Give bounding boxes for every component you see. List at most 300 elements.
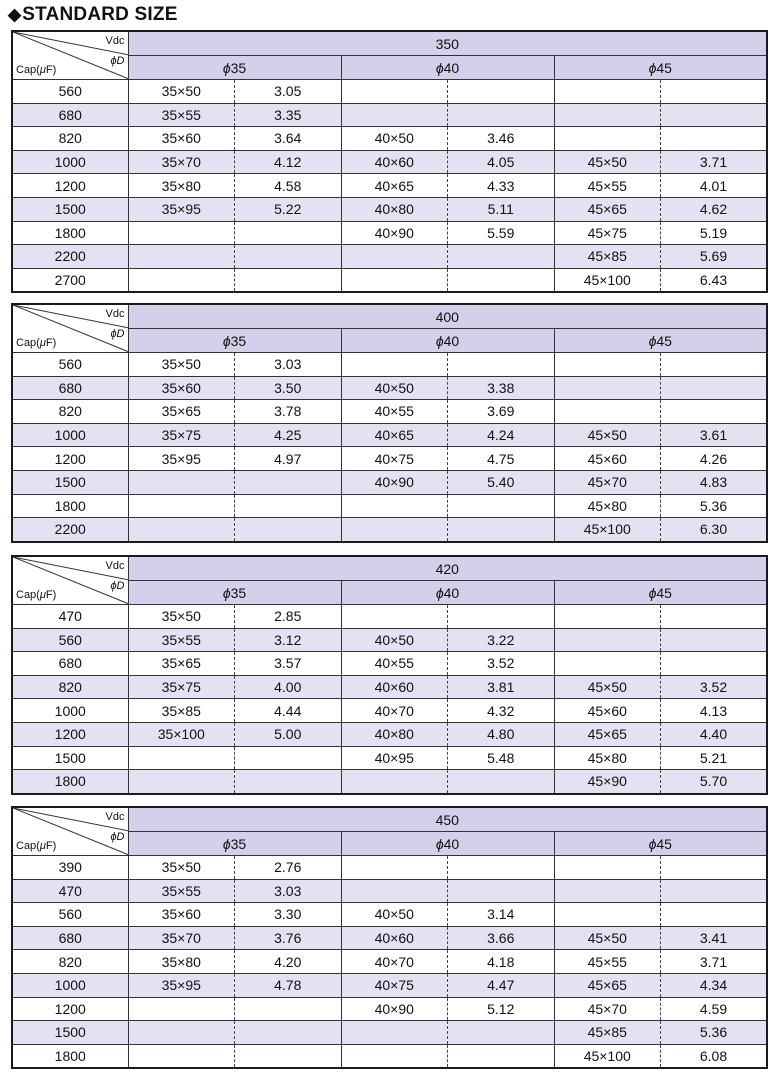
corner-header [12, 304, 128, 353]
case-size-cell [341, 856, 448, 880]
diameter-header: ϕ40 [341, 832, 554, 856]
table-row [12, 699, 767, 723]
case-size-cell [554, 605, 661, 629]
diameter-header: ϕ35 [128, 329, 341, 353]
header-row-voltage [12, 556, 767, 581]
table-row [12, 174, 767, 198]
voltage-header: 450 [128, 807, 767, 832]
ripple-current-cell: 5.22 [235, 197, 342, 221]
case-size-cell: 35×60 [128, 127, 235, 151]
ripple-current-cell: 3.12 [235, 628, 342, 652]
table-row [12, 675, 767, 699]
case-size-cell: 35×55 [128, 879, 235, 903]
case-size-cell [554, 376, 661, 400]
capacitance-cell: 680 [12, 926, 128, 950]
case-size-cell [554, 856, 661, 880]
case-size-cell: 40×65 [341, 423, 448, 447]
capacitance-cell: 680 [12, 376, 128, 400]
ripple-current-cell [661, 80, 768, 104]
case-size-cell: 35×65 [128, 400, 235, 424]
ripple-current-cell [661, 903, 768, 927]
ripple-current-cell: 5.12 [448, 997, 555, 1021]
ripple-current-cell: 3.76 [235, 926, 342, 950]
case-size-cell: 40×60 [341, 926, 448, 950]
vdc-label: Vdc [105, 811, 125, 823]
ripple-current-cell: 3.81 [448, 675, 555, 699]
capacitance-cell: 1200 [12, 997, 128, 1021]
ripple-current-cell: 4.78 [235, 973, 342, 997]
ripple-current-cell [661, 628, 768, 652]
case-size-cell: 35×60 [128, 903, 235, 927]
ripple-current-cell [235, 770, 342, 794]
cap-label: Cap(μF) [16, 840, 57, 852]
ripple-current-cell: 6.08 [661, 1044, 768, 1068]
case-size-cell [128, 1021, 235, 1045]
ripple-current-cell: 5.36 [661, 494, 768, 518]
case-size-cell [554, 127, 661, 151]
capacitance-cell: 470 [12, 879, 128, 903]
ripple-current-cell [448, 605, 555, 629]
spec-table-450v [11, 806, 768, 1069]
table-row [12, 746, 767, 770]
ripple-current-cell: 4.58 [235, 174, 342, 198]
ripple-current-cell [448, 856, 555, 880]
ripple-current-cell: 4.62 [661, 197, 768, 221]
ripple-current-cell: 3.78 [235, 400, 342, 424]
table-row [12, 722, 767, 746]
case-size-cell: 45×100 [554, 518, 661, 542]
case-size-cell: 40×95 [341, 746, 448, 770]
ripple-current-cell [661, 353, 768, 377]
case-size-cell [128, 494, 235, 518]
case-size-cell: 45×50 [554, 150, 661, 174]
corner-header [12, 556, 128, 605]
case-size-cell: 35×95 [128, 197, 235, 221]
table-row [12, 376, 767, 400]
ripple-current-cell [661, 127, 768, 151]
case-size-cell [341, 1021, 448, 1045]
ripple-current-cell: 6.30 [661, 518, 768, 542]
ripple-current-cell: 4.12 [235, 150, 342, 174]
diameter-header: ϕ35 [128, 832, 341, 856]
table-row [12, 103, 767, 127]
ripple-current-cell [448, 103, 555, 127]
ripple-current-cell: 4.32 [448, 699, 555, 723]
case-size-cell [341, 1044, 448, 1068]
case-size-cell [128, 1044, 235, 1068]
case-size-cell: 35×70 [128, 926, 235, 950]
ripple-current-cell: 5.21 [661, 746, 768, 770]
case-size-cell: 40×50 [341, 376, 448, 400]
capacitance-cell: 820 [12, 950, 128, 974]
table-row [12, 652, 767, 676]
ripple-current-cell: 4.47 [448, 973, 555, 997]
case-size-cell: 45×50 [554, 675, 661, 699]
ripple-current-cell: 3.52 [448, 652, 555, 676]
capacitance-cell: 1000 [12, 699, 128, 723]
case-size-cell [554, 353, 661, 377]
ripple-current-cell: 4.24 [448, 423, 555, 447]
header-row-voltage [12, 304, 767, 329]
ripple-current-cell: 3.22 [448, 628, 555, 652]
case-size-cell [341, 518, 448, 542]
capacitance-cell: 560 [12, 80, 128, 104]
table-row [12, 80, 767, 104]
ripple-current-cell [448, 1021, 555, 1045]
capacitance-cell: 1800 [12, 221, 128, 245]
case-size-cell [341, 268, 448, 292]
ripple-current-cell: 4.83 [661, 470, 768, 494]
diameter-header: ϕ45 [554, 581, 767, 605]
table-row [12, 1021, 767, 1045]
capacitance-cell: 1500 [12, 746, 128, 770]
ripple-current-cell [235, 1044, 342, 1068]
capacitance-cell: 560 [12, 628, 128, 652]
case-size-cell: 40×50 [341, 628, 448, 652]
ripple-current-cell: 3.52 [661, 675, 768, 699]
diameter-header: ϕ40 [341, 56, 554, 80]
ripple-current-cell [235, 518, 342, 542]
case-size-cell [554, 903, 661, 927]
ripple-current-cell [448, 518, 555, 542]
cap-label: Cap(μF) [16, 64, 57, 76]
capacitance-cell: 1000 [12, 150, 128, 174]
case-size-cell: 45×65 [554, 197, 661, 221]
ripple-current-cell [448, 245, 555, 269]
table-row [12, 127, 767, 151]
capacitance-cell: 390 [12, 856, 128, 880]
ripple-current-cell: 6.43 [661, 268, 768, 292]
page-title [8, 4, 178, 26]
ripple-current-cell: 5.59 [448, 221, 555, 245]
case-size-cell: 45×65 [554, 722, 661, 746]
ripple-current-cell: 4.01 [661, 174, 768, 198]
diameter-label: ϕD [110, 55, 125, 67]
ripple-current-cell: 3.41 [661, 926, 768, 950]
table-row [12, 770, 767, 794]
ripple-current-cell [661, 605, 768, 629]
spec-table-420v [11, 555, 768, 795]
case-size-cell: 35×80 [128, 174, 235, 198]
case-size-cell [554, 80, 661, 104]
case-size-cell [128, 746, 235, 770]
case-size-cell [554, 652, 661, 676]
case-size-cell: 35×70 [128, 150, 235, 174]
table-row [12, 494, 767, 518]
ripple-current-cell [661, 103, 768, 127]
diameter-header: ϕ40 [341, 329, 554, 353]
ripple-current-cell: 4.13 [661, 699, 768, 723]
vdc-label: Vdc [105, 560, 125, 572]
diameter-header: ϕ40 [341, 581, 554, 605]
ripple-current-cell: 5.48 [448, 746, 555, 770]
diameter-header: ϕ45 [554, 832, 767, 856]
case-size-cell: 40×70 [341, 699, 448, 723]
table-row [12, 447, 767, 471]
capacitance-cell: 1000 [12, 973, 128, 997]
case-size-cell: 40×75 [341, 973, 448, 997]
capacitance-cell: 1800 [12, 494, 128, 518]
table-row [12, 950, 767, 974]
case-size-cell: 45×90 [554, 770, 661, 794]
case-size-cell [341, 353, 448, 377]
case-size-cell [554, 879, 661, 903]
case-size-cell: 40×90 [341, 997, 448, 1021]
capacitance-cell: 680 [12, 652, 128, 676]
table-row [12, 245, 767, 269]
ripple-current-cell: 5.19 [661, 221, 768, 245]
ripple-current-cell [448, 80, 555, 104]
ripple-current-cell [661, 652, 768, 676]
table-row [12, 879, 767, 903]
table-row [12, 997, 767, 1021]
ripple-current-cell [448, 879, 555, 903]
header-row-voltage [12, 807, 767, 832]
ripple-current-cell [235, 1021, 342, 1045]
case-size-cell: 40×50 [341, 127, 448, 151]
capacitance-cell: 1500 [12, 197, 128, 221]
ripple-current-cell: 3.03 [235, 879, 342, 903]
case-size-cell: 35×85 [128, 699, 235, 723]
vdc-label: Vdc [105, 308, 125, 320]
case-size-cell: 40×70 [341, 950, 448, 974]
diameter-label: ϕD [110, 328, 125, 340]
case-size-cell: 45×60 [554, 447, 661, 471]
capacitance-cell: 2200 [12, 518, 128, 542]
case-size-cell: 35×55 [128, 103, 235, 127]
ripple-current-cell: 3.69 [448, 400, 555, 424]
ripple-current-cell: 5.70 [661, 770, 768, 794]
case-size-cell: 40×60 [341, 675, 448, 699]
ripple-current-cell: 4.40 [661, 722, 768, 746]
table-row [12, 221, 767, 245]
case-size-cell [341, 245, 448, 269]
capacitance-cell: 470 [12, 605, 128, 629]
ripple-current-cell: 4.18 [448, 950, 555, 974]
ripple-current-cell: 3.71 [661, 950, 768, 974]
case-size-cell [341, 103, 448, 127]
case-size-cell: 45×60 [554, 699, 661, 723]
table-row [12, 353, 767, 377]
case-size-cell: 40×55 [341, 400, 448, 424]
case-size-cell: 35×55 [128, 628, 235, 652]
corner-header [12, 807, 128, 856]
case-size-cell: 35×75 [128, 423, 235, 447]
case-size-cell [554, 103, 661, 127]
case-size-cell [128, 518, 235, 542]
ripple-current-cell: 3.46 [448, 127, 555, 151]
case-size-cell: 35×80 [128, 950, 235, 974]
case-size-cell: 35×95 [128, 973, 235, 997]
case-size-cell: 45×55 [554, 174, 661, 198]
table-row [12, 268, 767, 292]
capacitance-cell: 2700 [12, 268, 128, 292]
case-size-cell [128, 221, 235, 245]
ripple-current-cell: 3.38 [448, 376, 555, 400]
ripple-current-cell: 4.20 [235, 950, 342, 974]
ripple-current-cell: 3.71 [661, 150, 768, 174]
table-row [12, 1044, 767, 1068]
case-size-cell [341, 494, 448, 518]
capacitance-cell: 820 [12, 400, 128, 424]
ripple-current-cell [448, 268, 555, 292]
case-size-cell [128, 268, 235, 292]
ripple-current-cell [235, 997, 342, 1021]
capacitance-cell: 1800 [12, 1044, 128, 1068]
table-row [12, 628, 767, 652]
table-row [12, 605, 767, 629]
ripple-current-cell [235, 494, 342, 518]
ripple-current-cell: 3.14 [448, 903, 555, 927]
ripple-current-cell: 4.33 [448, 174, 555, 198]
case-size-cell: 45×85 [554, 245, 661, 269]
ripple-current-cell [235, 245, 342, 269]
case-size-cell [341, 80, 448, 104]
table-row [12, 423, 767, 447]
ripple-current-cell [448, 494, 555, 518]
case-size-cell: 45×100 [554, 268, 661, 292]
capacitance-cell: 560 [12, 353, 128, 377]
page-title-text: STANDARD SIZE [22, 4, 178, 25]
ripple-current-cell [235, 268, 342, 292]
capacitance-cell: 1500 [12, 1021, 128, 1045]
case-size-cell [128, 245, 235, 269]
capacitance-cell: 1200 [12, 447, 128, 471]
ripple-current-cell [448, 770, 555, 794]
capacitance-cell: 1500 [12, 470, 128, 494]
case-size-cell: 35×100 [128, 722, 235, 746]
ripple-current-cell: 4.80 [448, 722, 555, 746]
ripple-current-cell: 4.00 [235, 675, 342, 699]
ripple-current-cell: 3.50 [235, 376, 342, 400]
spec-table-350v [11, 30, 768, 293]
ripple-current-cell: 5.40 [448, 470, 555, 494]
case-size-cell: 35×50 [128, 605, 235, 629]
vdc-label: Vdc [105, 35, 125, 47]
ripple-current-cell [235, 470, 342, 494]
case-size-cell: 35×95 [128, 447, 235, 471]
table-row [12, 400, 767, 424]
ripple-current-cell: 4.75 [448, 447, 555, 471]
capacitance-cell: 820 [12, 127, 128, 151]
table-row [12, 470, 767, 494]
diameter-header: ϕ45 [554, 56, 767, 80]
case-size-cell: 45×70 [554, 997, 661, 1021]
case-size-cell: 40×75 [341, 447, 448, 471]
case-size-cell: 35×50 [128, 856, 235, 880]
corner-header [12, 31, 128, 80]
ripple-current-cell: 3.05 [235, 80, 342, 104]
ripple-current-cell: 3.03 [235, 353, 342, 377]
case-size-cell: 45×50 [554, 926, 661, 950]
case-size-cell [341, 879, 448, 903]
case-size-cell: 40×55 [341, 652, 448, 676]
ripple-current-cell [448, 1044, 555, 1068]
ripple-current-cell: 4.25 [235, 423, 342, 447]
ripple-current-cell [235, 221, 342, 245]
capacitance-cell: 2200 [12, 245, 128, 269]
ripple-current-cell [661, 856, 768, 880]
ripple-current-cell: 4.97 [235, 447, 342, 471]
case-size-cell: 45×80 [554, 494, 661, 518]
case-size-cell: 35×60 [128, 376, 235, 400]
ripple-current-cell [235, 746, 342, 770]
ripple-current-cell [661, 376, 768, 400]
case-size-cell [128, 470, 235, 494]
capacitance-cell: 1200 [12, 722, 128, 746]
diameter-header: ϕ35 [128, 581, 341, 605]
case-size-cell: 40×50 [341, 903, 448, 927]
case-size-cell: 45×85 [554, 1021, 661, 1045]
ripple-current-cell: 5.36 [661, 1021, 768, 1045]
ripple-current-cell: 3.61 [661, 423, 768, 447]
ripple-current-cell: 3.66 [448, 926, 555, 950]
diameter-header: ϕ35 [128, 56, 341, 80]
diameter-header: ϕ45 [554, 329, 767, 353]
case-size-cell: 45×50 [554, 423, 661, 447]
case-size-cell: 45×80 [554, 746, 661, 770]
ripple-current-cell: 2.76 [235, 856, 342, 880]
capacitance-cell: 560 [12, 903, 128, 927]
case-size-cell: 35×75 [128, 675, 235, 699]
diameter-label: ϕD [110, 580, 125, 592]
case-size-cell [341, 770, 448, 794]
ripple-current-cell: 4.44 [235, 699, 342, 723]
ripple-current-cell: 4.26 [661, 447, 768, 471]
voltage-header: 420 [128, 556, 767, 581]
ripple-current-cell: 3.35 [235, 103, 342, 127]
table-row [12, 518, 767, 542]
table-row [12, 926, 767, 950]
cap-label: Cap(μF) [16, 589, 57, 601]
ripple-current-cell: 4.34 [661, 973, 768, 997]
ripple-current-cell [661, 879, 768, 903]
table-row [12, 150, 767, 174]
ripple-current-cell: 4.59 [661, 997, 768, 1021]
case-size-cell: 40×90 [341, 221, 448, 245]
case-size-cell: 45×65 [554, 973, 661, 997]
case-size-cell: 40×90 [341, 470, 448, 494]
spec-table-400v [11, 303, 768, 543]
case-size-cell: 35×65 [128, 652, 235, 676]
case-size-cell: 40×80 [341, 197, 448, 221]
capacitance-cell: 680 [12, 103, 128, 127]
table-row [12, 856, 767, 880]
case-size-cell: 40×60 [341, 150, 448, 174]
case-size-cell [554, 628, 661, 652]
capacitance-cell: 1800 [12, 770, 128, 794]
table-row [12, 973, 767, 997]
case-size-cell [341, 605, 448, 629]
diameter-label: ϕD [110, 831, 125, 843]
case-size-cell: 45×70 [554, 470, 661, 494]
case-size-cell: 45×100 [554, 1044, 661, 1068]
case-size-cell: 45×75 [554, 221, 661, 245]
case-size-cell [128, 997, 235, 1021]
case-size-cell: 40×80 [341, 722, 448, 746]
ripple-current-cell: 5.11 [448, 197, 555, 221]
ripple-current-cell: 5.69 [661, 245, 768, 269]
case-size-cell [128, 770, 235, 794]
ripple-current-cell: 5.00 [235, 722, 342, 746]
diamond-bullet-icon: ◆ [8, 5, 22, 24]
case-size-cell: 35×50 [128, 80, 235, 104]
ripple-current-cell: 3.64 [235, 127, 342, 151]
table-row [12, 903, 767, 927]
ripple-current-cell: 4.05 [448, 150, 555, 174]
header-row-voltage [12, 31, 767, 56]
cap-label: Cap(μF) [16, 337, 57, 349]
